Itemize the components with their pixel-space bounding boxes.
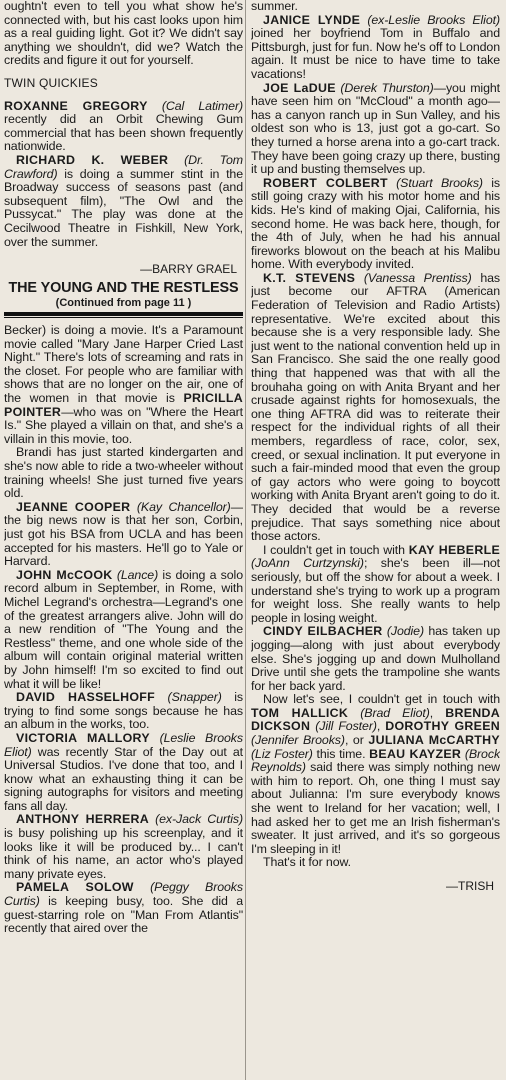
solow-paragraph: PAMELA SOLOW (Peggy Brooks Curtis) is keeping busy, too. She did a guest-starring role on "Man From Atlantis" recently that aired over the: [4, 880, 243, 936]
final-paragraph: Now let's see, I couldn't get in touch with TOM HALLICK (Brad Eliot), BRENDA DICKSON (Jill Foster), DOROTHY GREEN (Jennifer Brooks), or JULIANA McCARTHY (Liz Foster) this time. BEAU KAYZER (Brock Reynolds) said there was simply nothing new with him to report. Oh, one thing I must say about Julianna: I'm sure everybody knows she went to Ireland for her vacation; well, I had asked her to get me an Irish fisherman's sweater. It just arrived, and it's so gorgeous I'm sleeping in it!: [251, 692, 500, 856]
barry-grael-signature: —BARRY GRAEL: [140, 262, 237, 277]
brandi-paragraph: Brandi has just started kindergarten and she's now able to ride a two-wheeler without training wheels! She just turned five years old.: [4, 445, 243, 501]
mccook-paragraph: JOHN McCOOK (Lance) is doing a solo record album in September, in Rome, with Michel Legrand's orchestra—Legrand's one of the greatest arrangers alive. John will do a new rendition of "The Young and the Restless" theme, and one whole side of the album will contain original material written by John himself! I'm so excited to find out what it will be like!: [4, 567, 243, 691]
trish-signature: —TRISH: [446, 879, 494, 893]
roxanne-paragraph: ROXANNE GREGORY (Cal Latimer) recently did an Orbit Chewing Gum commercial that has been shown frequently nationwide.: [4, 98, 243, 154]
continued-note: (Continued from page 11 ): [55, 297, 192, 310]
twin-quickies-label: TWIN QUICKIES: [4, 75, 98, 90]
column-divider: [245, 0, 246, 1080]
header-rule-thin: [4, 317, 243, 318]
hasselhoff-paragraph: DAVID HASSELHOFF (Snapper) is trying to find some songs because he has an album in the works, too.: [4, 690, 243, 732]
lynde-paragraph: JANICE LYNDE (ex-Leslie Brooks Eliot) joined her boyfriend Tom in Buffalo and Pittsburgh, just for fun. Now he's off to London again. It must be nice to have time to take vacations!: [251, 12, 500, 81]
colbert-paragraph: ROBERT COLBERT (Stuart Brooks) is still going crazy with his motor home and his kids. He's kind of making Ojai, California, his second home. He was back here, though, for the 4th of July, when he had his annual fireworks blowout on the beach at his Malibu home. With everybody invited.: [251, 175, 500, 272]
right-column: [251, 0, 500, 1080]
ladue-paragraph: JOE LaDUE (Derek Thurston)—you might have seen him on "McCloud" a month ago—has a canyon ranch up in Sun Valley, and his oldest son who is 13, just got a go-cart. So they turned a horse arena into a go-cart track. They have been going crazy up there, busting it up and busting themselves up.: [251, 80, 500, 177]
intro-paragraph: oughtn't even to tell you what show he's connected with, but his cast looks upon him as a real guiding light. Got it? We didn't say anything we shouldn't, did we? Watch the credits and figure it out for yourself.: [4, 0, 243, 68]
heberle-paragraph: I couldn't get in touch with KAY HEBERLE (JoAnn Curtzynski); she's been ill—not seriously, but off the show for about a week. I understand she's trying to work up a program for weight loss. She really wants to help people in losing weight.: [251, 542, 500, 625]
becker-paragraph: Becker) is doing a movie. It's a Paramount movie called "Mary Jane Harper Cried Last Night." There's lots of screaming and rats in the closet. For people who are familiar with shows that are no longer on the air, one of the women in that movie is PRICILLA POINTER—who was on "Where the Heart Is." She played a villain on that, and she's a villain in this movie, too.: [4, 323, 243, 446]
mallory-paragraph: VICTORIA MALLORY (Leslie Brooks Eliot) was recently Star of the Day out at Universal Studios. I've done that too, and I know what an exhausting thing it can be signing autographs for visitors and meeting fans all day.: [4, 730, 243, 813]
cooper-paragraph: JEANNE COOPER (Kay Chancellor)—the big news now is that her son, Corbin, just got his BSA from UCLA and has been accepted for his masters. He'll go to Yale or Harvard.: [4, 499, 243, 569]
left-column: [4, 0, 243, 1080]
thats-it-line: That's it for now.: [263, 855, 352, 870]
stevens-paragraph: K.T. STEVENS (Vanessa Prentiss) has just become our AFTRA (American Federation of Television and Radio Artists) representative. We're excited about this because she is a very responsible lady. She just went to the national convention held up in San Francisco. She said the one really good thing that happened was that with all the brouhaha going on with Anita Bryant and her crusade against rights for homosexuals, the one thing AFTRA did was to reiterate their respect for the individual rights of all their members, regardless of race, color, sex, creed, or sexual inclination. It put everyone in such a fair-minded mood that even the group of gay actors who were going to boycott working with Anita Bryant aren't going to do it. They decided that would be a reverse prejudice. That says something nice about those actors.: [251, 270, 500, 544]
summer-line: summer.: [251, 0, 298, 13]
section-header: THE YOUNG AND THE RESTLESS: [8, 280, 239, 297]
header-rule-thick: [4, 312, 243, 316]
weber-paragraph: RICHARD K. WEBER (Dr. Tom Crawford) is doing a summer stint in the Broadway success of seasons past (and subsequent film), "The Owl and the Pussycat." The play was done at the Cecilwood Theatre in Fishkill, New York, over the summer.: [4, 152, 243, 249]
eilbacher-paragraph: CINDY EILBACHER (Jodie) has taken up jogging—along with just about everybody else. She's jogging up and down Mulholland Drive until she gets the trampoline she wants for her back yard.: [251, 624, 500, 693]
herrera-paragraph: ANTHONY HERRERA (ex-Jack Curtis) is busy polishing up his screenplay, and it looks like it will be produced by... I can't think of his name, an actor who's played many private eyes.: [4, 812, 243, 881]
